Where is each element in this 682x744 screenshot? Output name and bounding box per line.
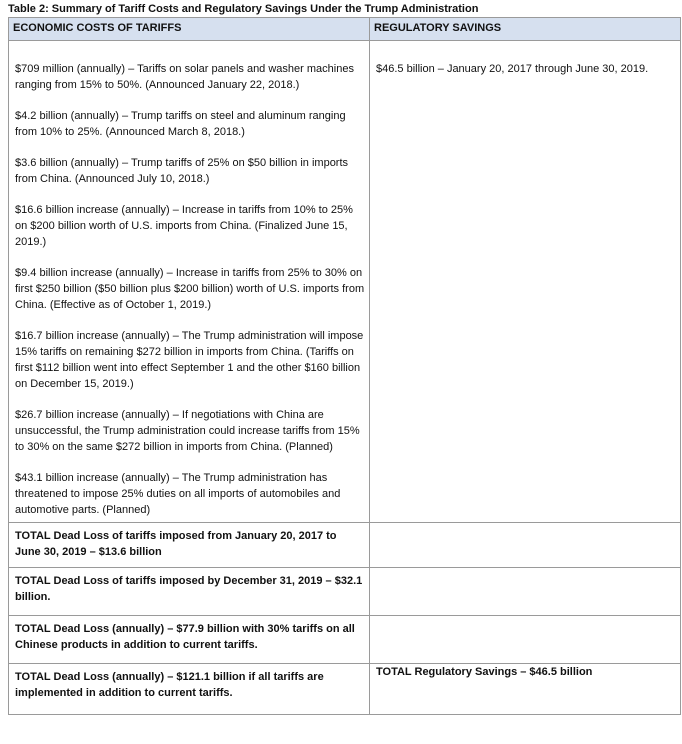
cost-item: $26.7 billion increase (annually) – If negotiations with China are unsuccessful, the Trump administration could increase tariffs from 15% to 30% on the same $272 billion in imports from China. (Planned) bbox=[15, 409, 360, 453]
table-caption: Table 2: Summary of Tariff Costs and Regulatory Savings Under the Trump Administration bbox=[8, 3, 479, 15]
cost-items-cell bbox=[9, 41, 370, 523]
total-row bbox=[9, 523, 681, 568]
cost-item: $43.1 billion increase (annually) – The Trump administration has threatened to impose 25% duties on all imports of automobiles and automotive parts. (Planned) bbox=[15, 472, 341, 516]
total-savings-cell bbox=[370, 523, 681, 568]
total-savings-cell bbox=[370, 568, 681, 616]
total-regulatory-savings: TOTAL Regulatory Savings – $46.5 billion bbox=[370, 664, 681, 715]
header-regulatory-savings: REGULATORY SAVINGS bbox=[370, 18, 681, 41]
header-economic-costs: ECONOMIC COSTS OF TARIFFS bbox=[9, 18, 370, 41]
cost-item: $4.2 billion (annually) – Trump tariffs on steel and aluminum ranging from 10% to 25%. (Announced March 8, 2018.) bbox=[15, 110, 346, 138]
cost-item: $3.6 billion (annually) – Trump tariffs of 25% on $50 billion in imports from China. (Announced July 10, 2018.) bbox=[15, 157, 349, 185]
summary-table bbox=[8, 17, 681, 715]
total-cost-cell: TOTAL Dead Loss of tariffs imposed from January 20, 2017 to June 30, 2019 – $13.6 billion bbox=[9, 523, 370, 568]
total-cost-cell: TOTAL Dead Loss (annually) – $121.1 billion if all tariffs are implemented in addition to current tariffs. bbox=[9, 664, 370, 715]
total-row bbox=[9, 568, 681, 616]
total-row bbox=[9, 664, 681, 715]
cost-item: $9.4 billion increase (annually) – Increase in tariffs from 25% to 30% on first $250 billion ($50 billion plus $200 billion) worth of U.S. imports from China. (Effective as of October 1, 2019.) bbox=[15, 267, 365, 311]
cost-item: $16.7 billion increase (annually) – The Trump administration will impose 15% tariffs on remaining $272 billion in imports from China. (Tariffs on first $112 billion went into effect September 1 and the other $160 billion on December 15, 2019.) bbox=[15, 330, 364, 390]
cost-item: $709 million (annually) – Tariffs on solar panels and washer machines ranging from 15% to 50%. (Announced January 22, 2018.) bbox=[15, 63, 354, 91]
total-cost-cell: TOTAL Dead Loss (annually) – $77.9 billion with 30% tariffs on all Chinese products in addition to current tariffs. bbox=[9, 616, 370, 664]
total-savings-cell bbox=[370, 616, 681, 664]
savings-item-cell: $46.5 billion – January 20, 2017 through June 30, 2019. bbox=[370, 41, 681, 523]
items-row bbox=[9, 41, 681, 523]
total-row bbox=[9, 616, 681, 664]
header-row bbox=[9, 18, 681, 41]
total-cost-cell: TOTAL Dead Loss of tariffs imposed by December 31, 2019 – $32.1 billion. bbox=[9, 568, 370, 616]
cost-item: $16.6 billion increase (annually) – Increase in tariffs from 10% to 25% on $200 billion worth of U.S. imports from China. (Finalized June 15, 2019.) bbox=[15, 204, 353, 248]
